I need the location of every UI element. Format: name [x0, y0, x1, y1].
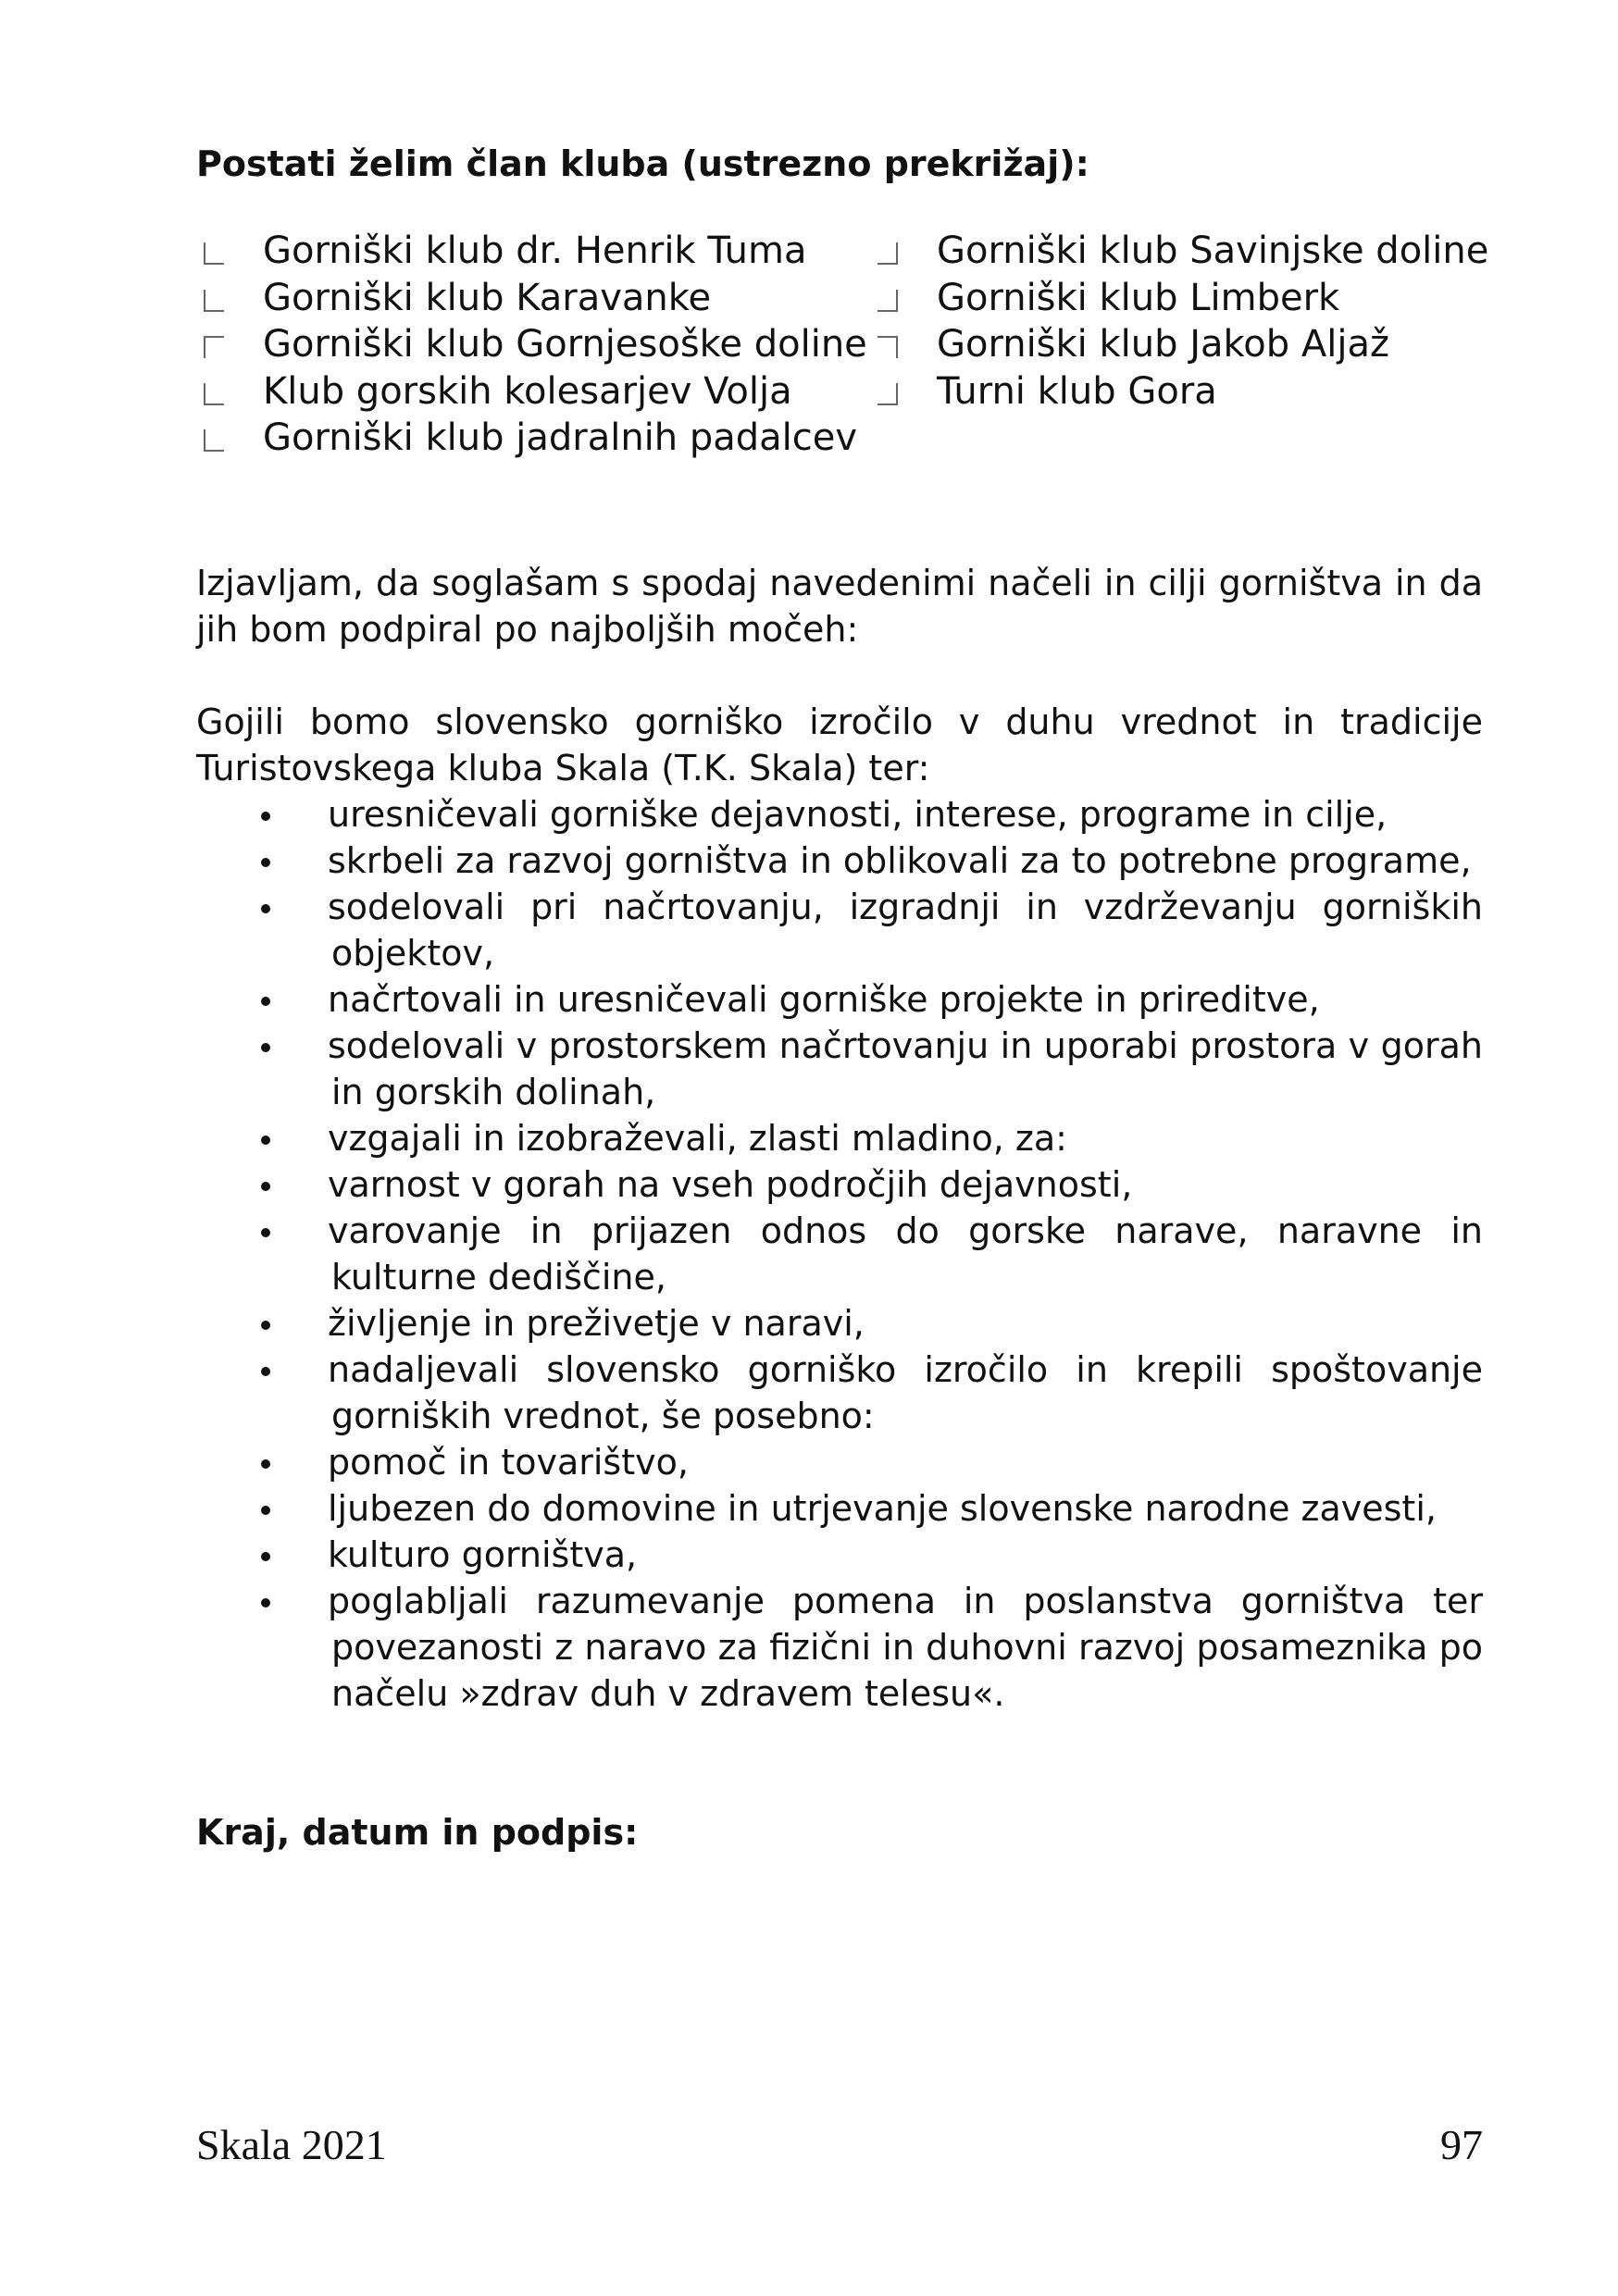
checkbox-icon[interactable]	[204, 290, 224, 312]
principles-list	[196, 791, 1483, 1717]
checkbox-icon[interactable]	[204, 242, 224, 265]
club-label: Gorniški klub dr. Henrik Tuma	[263, 230, 807, 273]
club-option[interactable]	[204, 321, 867, 368]
checkbox-icon[interactable]	[877, 290, 898, 312]
club-option[interactable]	[204, 275, 867, 322]
list-item: sodelovali pri načrtovanju, izgradnji in vzdrževanju gorniških objektov,	[196, 884, 1483, 976]
club-option[interactable]	[877, 321, 1488, 368]
list-item: ljubezen do domovine in utrjevanje slovenske narodne zavesti,	[196, 1485, 1483, 1532]
bullet-icon	[261, 1136, 270, 1145]
club-option[interactable]	[877, 368, 1488, 416]
bullet-icon	[261, 812, 270, 821]
list-item: varovanje in prijazen odnos do gorske narave, naravne in kulturne dediščine,	[196, 1208, 1483, 1300]
list-item: sodelovali v prostorskem načrtovanju in uporabi prostora v gorah in gorskih dolinah,	[196, 1023, 1483, 1115]
membership-heading: Postati želim član kluba (ustrezno prekrižaj):	[196, 143, 1089, 184]
club-option[interactable]	[204, 228, 867, 275]
checkbox-icon[interactable]	[877, 383, 898, 405]
list-item: skrbeli za razvoj gorništva in oblikovali za to potrebne programe,	[196, 838, 1483, 884]
bullet-icon	[261, 1228, 270, 1237]
club-option[interactable]	[877, 228, 1488, 275]
club-label: Turni klub Gora	[937, 369, 1217, 413]
bullet-icon	[261, 1043, 270, 1052]
page-number: 97	[1440, 2121, 1483, 2168]
list-item: načrtovali in uresničevali gorniške projekte in prireditve,	[196, 976, 1483, 1023]
bullet-icon	[261, 1506, 270, 1515]
list-item: kulturo gorništva,	[196, 1532, 1483, 1578]
club-list-left	[204, 228, 867, 462]
club-option[interactable]	[204, 415, 867, 462]
checkbox-icon[interactable]	[204, 383, 224, 405]
list-item: poglabljali razumevanje pomena in poslanstva gorništva ter povezanosti z naravo za fizični in duhovni razvoj posameznika po načelu »zdrav duh v zdravem telesu«.	[196, 1578, 1483, 1717]
bullet-icon	[261, 1367, 270, 1376]
bullet-icon	[261, 1182, 270, 1191]
list-item: uresničevali gorniške dejavnosti, interese, programe in cilje,	[196, 791, 1483, 838]
declaration-paragraph: Izjavljam, da soglašam s spodaj navedenimi načeli in cilji gorništva in da jih bom podpiral po najboljših močeh:	[196, 563, 1483, 650]
checkbox-icon[interactable]	[877, 336, 898, 358]
intro-paragraph: Gojili bomo slovensko gorniško izročilo v duhu vrednot in tradicije Turistovskega kluba Skala (T.K. Skala) ter:	[196, 701, 1483, 788]
list-item: življenje in preživetje v naravi,	[196, 1300, 1483, 1347]
checkbox-icon[interactable]	[204, 336, 224, 358]
club-option[interactable]	[877, 275, 1488, 322]
bullet-icon	[261, 1321, 270, 1330]
list-item: nadaljevali slovensko gorniško izročilo in krepili spoštovanje gorniških vrednot, še posebno:	[196, 1347, 1483, 1439]
club-label: Gorniški klub Savinjske doline	[937, 230, 1489, 273]
bullet-icon	[261, 997, 270, 1006]
footer-publication: Skala 2021	[196, 2121, 387, 2168]
bullet-icon	[261, 858, 270, 867]
club-label: Gorniški klub Limberk	[937, 276, 1340, 319]
list-item: vzgajali in izobraževali, zlasti mladino, za:	[196, 1115, 1483, 1161]
club-label: Gorniški klub Jakob Aljaž	[937, 323, 1389, 366]
club-list-right	[877, 228, 1488, 415]
bullet-icon	[261, 904, 270, 913]
club-option[interactable]	[204, 368, 867, 416]
signature-heading: Kraj, datum in podpis:	[196, 1812, 639, 1853]
bullet-icon	[261, 1552, 270, 1561]
club-label: Gorniški klub jadralnih padalcev	[263, 416, 858, 460]
club-label: Klub gorskih kolesarjev Volja	[263, 369, 792, 413]
club-label: Gorniški klub Gornjesoške doline	[263, 323, 867, 366]
list-item: varnost v gorah na vseh področjih dejavnosti,	[196, 1161, 1483, 1208]
club-label: Gorniški klub Karavanke	[263, 276, 712, 319]
checkbox-icon[interactable]	[877, 242, 898, 265]
bullet-icon	[261, 1459, 270, 1469]
checkbox-icon[interactable]	[204, 429, 224, 452]
bullet-icon	[261, 1598, 270, 1607]
list-item: pomoč in tovarištvo,	[196, 1439, 1483, 1485]
